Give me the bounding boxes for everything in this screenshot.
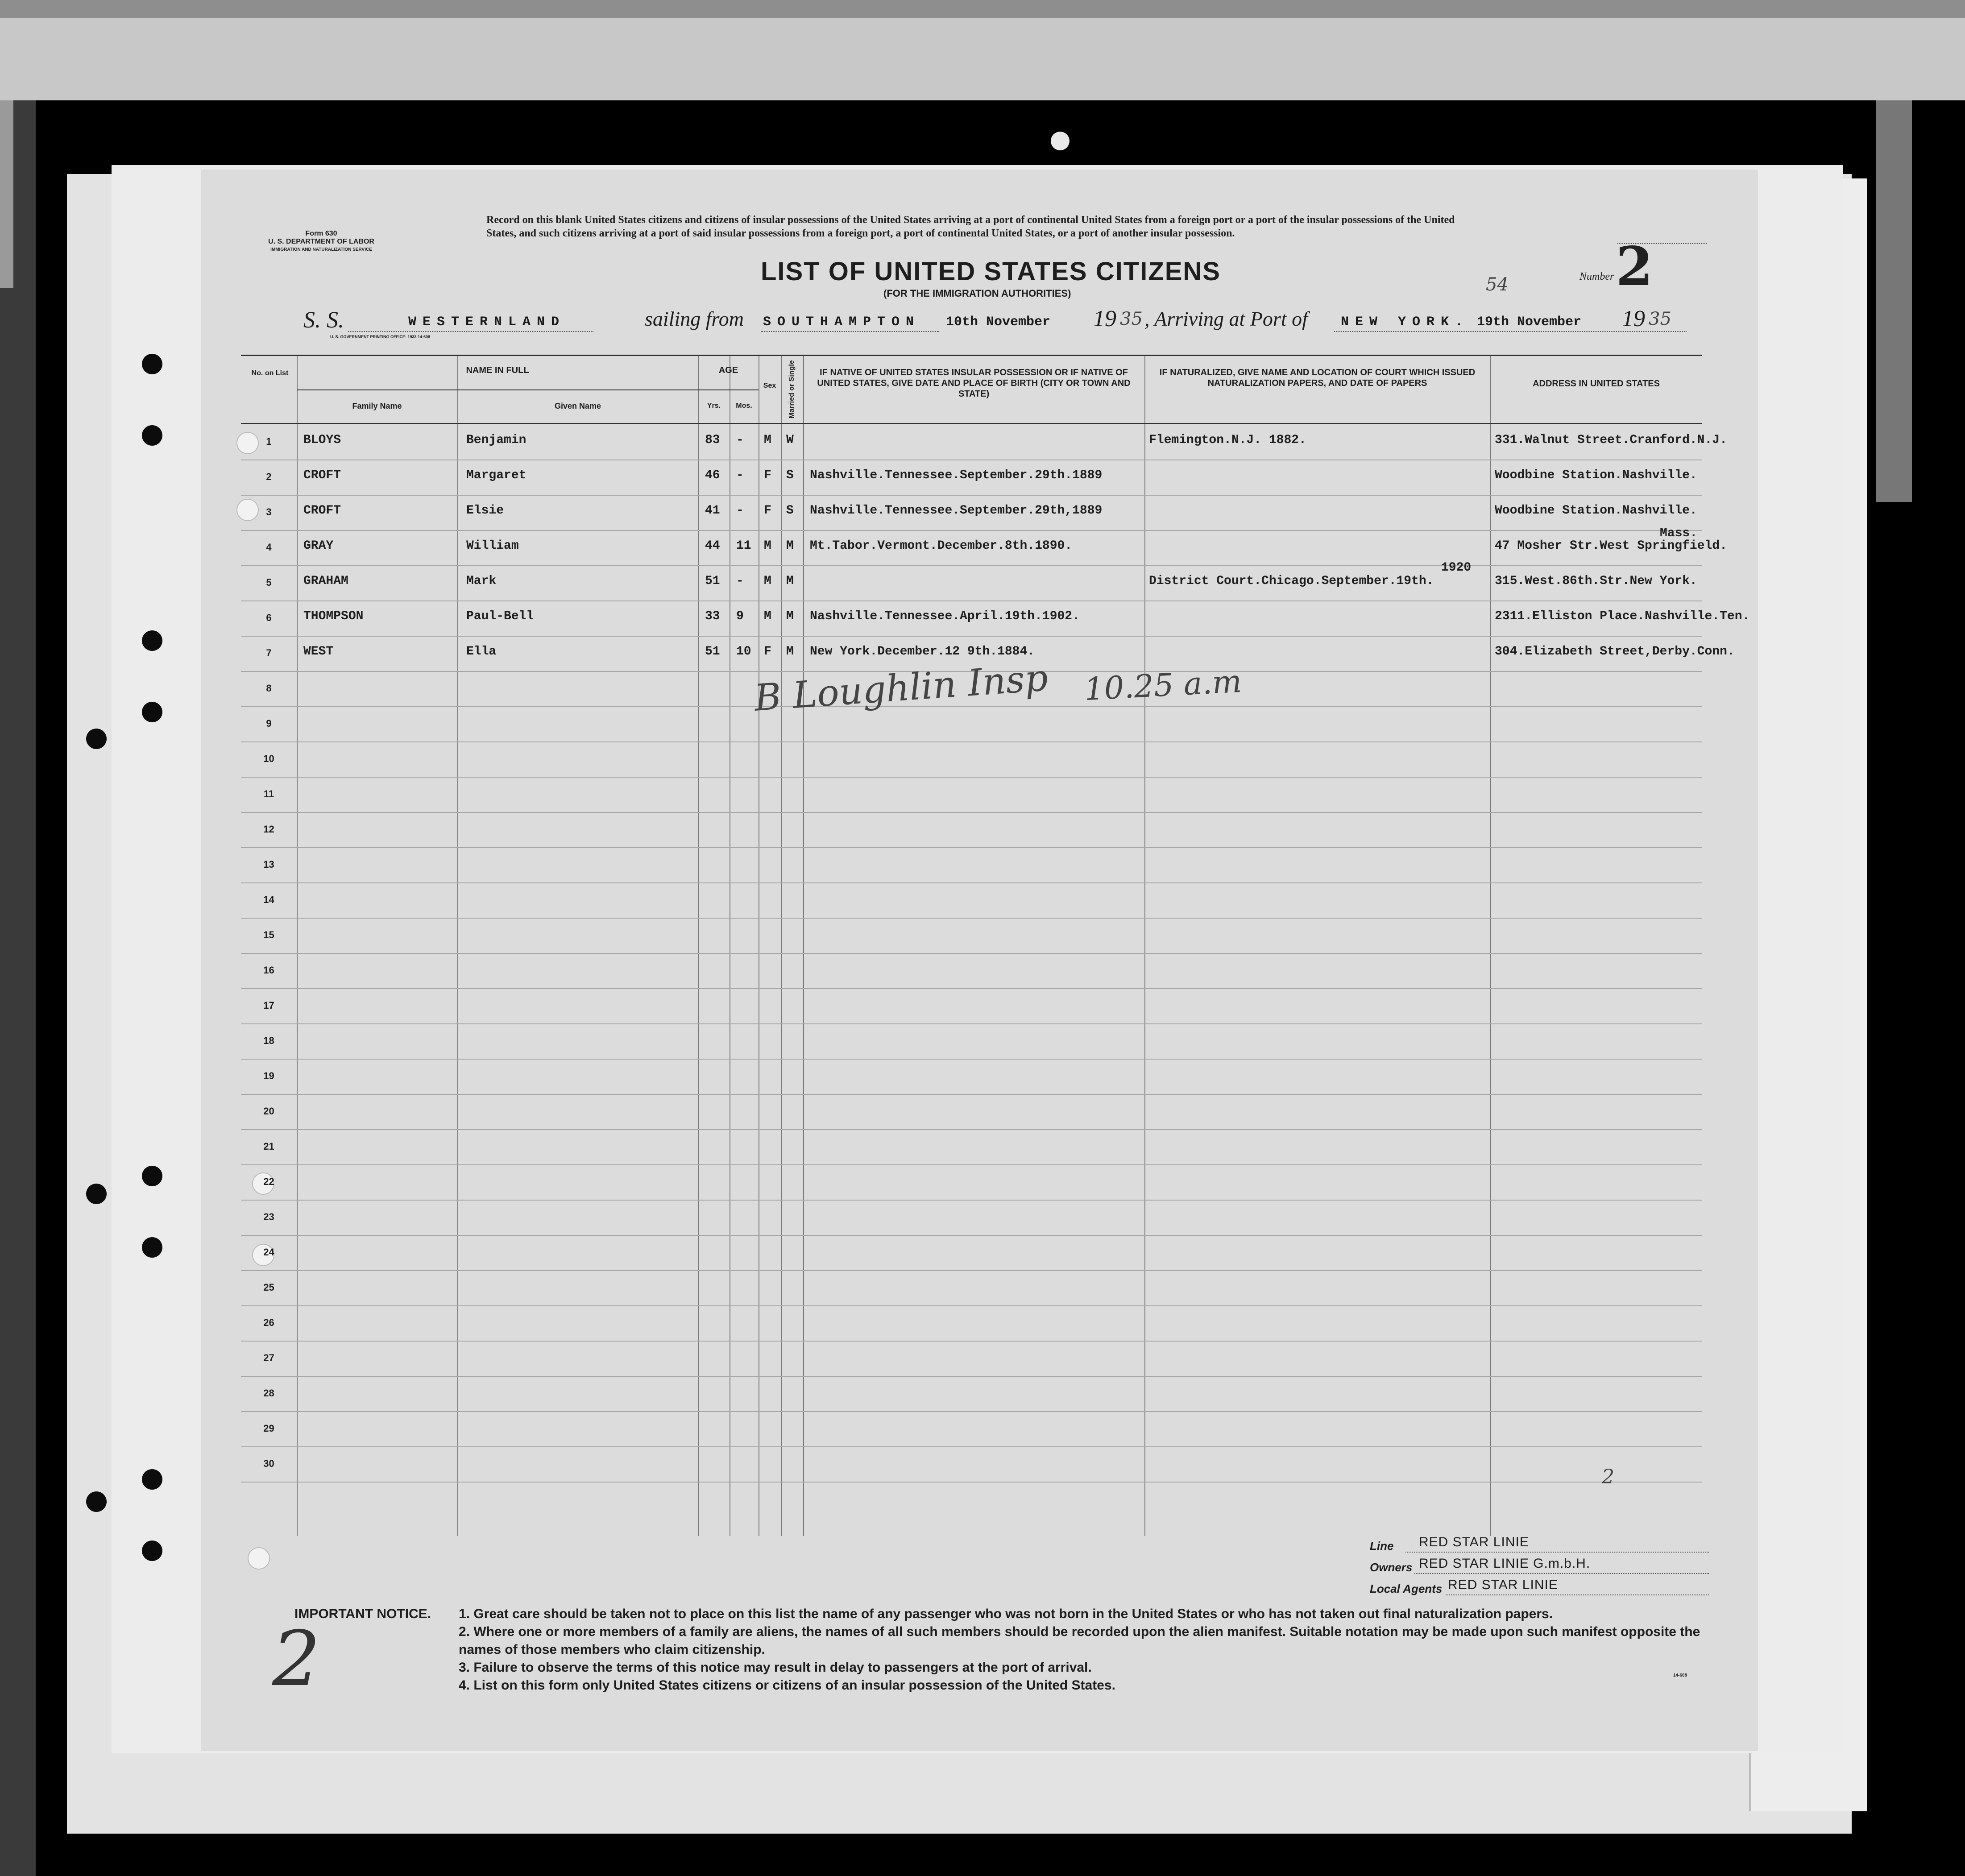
binder-hole (142, 1541, 162, 1561)
cell-marital: M (786, 574, 794, 588)
binder-hole (142, 1166, 162, 1186)
row-number: 4 (266, 542, 272, 553)
table-row (241, 1446, 1702, 1483)
cell-yrs: 33 (705, 609, 720, 623)
cell-marital: M (786, 609, 794, 623)
owners-value: RED STAR LINIE G.m.b.H. (1419, 1556, 1591, 1571)
binder-hole (86, 729, 107, 749)
cell-given: William (466, 539, 519, 553)
row-number: 16 (263, 965, 274, 976)
table-row (241, 1200, 1702, 1236)
table-row (241, 1164, 1702, 1201)
scan-left-edge (0, 100, 13, 288)
cell-birth: New York.December.12 9th.1884. (810, 645, 1035, 658)
table-row (241, 1305, 1702, 1342)
table-row (241, 882, 1702, 919)
table-row (241, 777, 1702, 813)
number-underline (1617, 243, 1707, 244)
line-underline (1405, 1552, 1709, 1553)
binder-hole (86, 1184, 107, 1204)
arrival-year-prefix: 19 (1622, 306, 1645, 331)
cell-family: GRAY (303, 539, 334, 553)
printer-note: U. S. GOVERNMENT PRINTING OFFICE: 1933 14-608 (330, 335, 431, 339)
ship-underline (348, 331, 593, 332)
binder-hole (142, 425, 162, 446)
local-agents-label: Local Agents (1370, 1582, 1443, 1595)
cell-sex: M (764, 539, 771, 553)
cell-yrs: 51 (705, 574, 720, 588)
col-header-mos: Mos. (736, 402, 752, 410)
cell-given: Ella (466, 645, 497, 658)
row-number: 27 (263, 1352, 274, 1363)
owners-label: Owners (1370, 1561, 1413, 1574)
notice-item-1: 1. Great care should be taken not to place on this list the name of any passenger who was not born in the United States or who has not taken out final naturalization papers. (459, 1607, 1553, 1621)
cell-family: CROFT (303, 468, 341, 482)
handwritten-margin-number: 2 (272, 1615, 321, 1703)
table-row (241, 706, 1702, 742)
row-number: 2 (266, 471, 272, 482)
form-id (241, 230, 402, 254)
cell-family: BLOYS (303, 433, 341, 447)
col-header-married: Married or Single (788, 360, 796, 418)
table-row (241, 600, 1750, 637)
row-number: 26 (263, 1317, 274, 1328)
table-row (241, 1059, 1702, 1095)
form-title: LIST OF UNITED STATES CITIZENS (761, 257, 1221, 286)
cell-address: 304.Elizabeth Street,Derby.Conn. (1495, 645, 1735, 658)
local-agents-underline (1446, 1594, 1709, 1595)
cell-yrs: 41 (705, 504, 720, 518)
cell-family: WEST (303, 645, 334, 658)
col-header-address: ADDRESS IN UNITED STATES (1533, 379, 1660, 389)
from-port: SOUTHAMPTON (763, 315, 920, 330)
binder-hole (142, 1469, 162, 1490)
table-row (241, 495, 1702, 531)
voyage-line (303, 307, 344, 333)
sail-year-prefix: 19 (1093, 306, 1116, 331)
cell-sex: M (764, 574, 771, 588)
form-instructions: Record on this blank United States citizens and citizens of insular possessions of the United States arriving at a port of continental United States from a foreign port or a port of the insular possessions of the United States, and such citizens arriving at a port of said insular possessions from a foreign port, a port of continental United States, or a port of another insular possession. (486, 214, 1455, 239)
cell-family: GRAHAM (303, 574, 348, 588)
table-row (241, 1023, 1702, 1060)
cell-birth: Nashville.Tennessee.April.19th.1902. (810, 609, 1080, 623)
cell-sex: F (764, 504, 771, 518)
cell-yrs: 46 (705, 468, 720, 482)
from-port-underline (761, 331, 939, 332)
row-number: 9 (266, 718, 272, 729)
manifest-table (241, 355, 1750, 1536)
col-header-given: Given Name (554, 402, 601, 410)
row-number: 17 (263, 1000, 274, 1011)
cell-mos: 11 (736, 539, 751, 553)
row-number: 23 (263, 1211, 274, 1222)
cell-family: CROFT (303, 504, 341, 518)
cell-marital: W (786, 433, 794, 447)
sail-date: 10th November (946, 315, 1051, 330)
table-row (241, 1270, 1702, 1306)
cell-family: THOMPSON (303, 609, 364, 623)
col-header-native: IF NATIVE OF UNITED STATES INSULAR POSSESSION OR IF NATIVE OF UNITED STATES, GIVE DATE AND PLACE OF BIRTH (CITY OR TOWN AND STATE) (817, 368, 1131, 399)
row-number: 19 (263, 1070, 274, 1081)
sail-year: 35 (1120, 309, 1143, 329)
row-number: 25 (263, 1282, 274, 1293)
cell-address: Woodbine Station.Nashville. (1495, 468, 1697, 482)
line-value: RED STAR LINIE (1419, 1535, 1529, 1549)
row-number: 5 (266, 577, 272, 588)
cell-birth: Nashville.Tennessee.September.29th.1889 (810, 468, 1103, 482)
table-row (241, 988, 1702, 1024)
row-number: 3 (266, 506, 272, 518)
row-number: 30 (263, 1458, 274, 1469)
row-number: 1 (266, 436, 272, 447)
header-divider (297, 389, 759, 390)
cell-sex: M (764, 433, 771, 447)
cell-yrs: 44 (705, 539, 720, 553)
cell-given: Benjamin (466, 433, 526, 447)
number-label: Number (1579, 271, 1614, 282)
col-header-age: AGE (718, 365, 738, 375)
arrival-year: 35 (1649, 309, 1671, 329)
table-row (241, 1411, 1702, 1447)
col-header-naturalized: IF NATURALIZED, GIVE NAME AND LOCATION OF COURT WHICH ISSUED NATURALIZATION PAPERS, AND DATE OF PAPERS (1159, 368, 1476, 388)
scan-left-border (0, 100, 36, 1876)
row-number: 20 (263, 1106, 274, 1117)
cell-mos: - (736, 504, 744, 518)
table-row (241, 460, 1702, 496)
cell-mos: 9 (736, 609, 744, 623)
cell-yrs: 51 (705, 645, 720, 658)
cell-naturalization-extra: 1920 (1441, 561, 1472, 575)
cell-given: Paul-Bell (466, 609, 534, 623)
notice-heading: IMPORTANT NOTICE. (294, 1607, 431, 1621)
cell-address: 2311.Elliston Place.Nashville.Ten. (1495, 609, 1750, 623)
cell-sex: F (764, 468, 771, 482)
arriving-label: , Arriving at Port of (1144, 307, 1308, 330)
cell-given: Elsie (466, 504, 504, 518)
inspector-time: 10.25 a.m (1083, 663, 1243, 708)
row-number: 28 (263, 1387, 274, 1399)
cell-birth: Nashville.Tennessee.September.29th,1889 (810, 504, 1103, 518)
table-row (241, 741, 1702, 778)
owners-underline (1414, 1573, 1709, 1574)
scan-top-strip (0, 0, 1965, 18)
cell-marital: S (786, 468, 794, 482)
cell-birth: Mt.Tabor.Vermont.December.8th.1890. (810, 539, 1073, 553)
number-value: 2 (1616, 235, 1653, 298)
form-subtitle: (FOR THE IMMIGRATION AUTHORITIES) (883, 288, 1071, 299)
col-header-family: Family Name (352, 402, 402, 410)
cell-sex: M (764, 609, 771, 623)
cell-address: 331.Walnut Street.Cranford.N.J. (1495, 433, 1727, 447)
notice-item-4: 4. List on this form only United States citizens or citizens of an insular possession of the United States. (459, 1678, 1115, 1693)
col-header-name: NAME IN FULL (466, 365, 529, 375)
table-row (241, 526, 1727, 566)
sailing-label: sailing from (645, 307, 744, 330)
row-number: 6 (266, 612, 272, 623)
cell-address-extra: Mass. (1660, 526, 1698, 540)
table-row (241, 812, 1702, 848)
table-row (241, 1341, 1702, 1377)
cell-naturalization: District Court.Chicago.September.19th. (1149, 574, 1434, 588)
table-row (241, 1129, 1702, 1165)
row-number: 18 (263, 1035, 274, 1046)
row-number: 11 (263, 788, 274, 799)
form-number: Form 630 (305, 230, 337, 237)
cell-marital: S (786, 504, 794, 518)
cell-yrs: 83 (705, 433, 720, 447)
margin-mark: 2 (1602, 1466, 1614, 1488)
table-row (241, 918, 1702, 954)
cell-marital: M (786, 539, 794, 553)
form-footer-code: 14-608 (1673, 1673, 1687, 1678)
arrival-port: NEW YORK. (1341, 315, 1470, 330)
col-header-no: No. on List (251, 369, 289, 377)
row-number: 10 (263, 753, 274, 764)
scan-right-border (1876, 100, 1912, 502)
table-row (241, 424, 1727, 460)
row-number: 12 (263, 824, 274, 835)
cell-sex: F (764, 645, 771, 658)
cell-address: 315.West.86th.Str.New York. (1495, 574, 1697, 588)
local-agents-value: RED STAR LINIE (1448, 1578, 1558, 1592)
cell-marital: M (786, 645, 794, 658)
row-number: 8 (266, 683, 272, 694)
binding-pin (1051, 132, 1070, 150)
row-number: 7 (266, 647, 272, 658)
cell-naturalization: Flemington.N.J. 1882. (1149, 433, 1306, 447)
line-label: Line (1370, 1539, 1394, 1553)
col-header-sex: Sex (763, 382, 776, 389)
form-department: U. S. DEPARTMENT OF LABOR (268, 238, 374, 245)
cell-address: Woodbine Station.Nashville. (1495, 504, 1697, 518)
binder-hole (142, 354, 162, 374)
row-number: 29 (263, 1423, 274, 1434)
cell-mos: 10 (736, 645, 751, 658)
table-row (241, 561, 1702, 601)
notice-item-2: 2. Where one or more members of a family are aliens, the names of all such members should be recorded upon the alien manifest. Suitable notation may be made upon such manifest opposite the names of those members who claim citizenship. (459, 1624, 1700, 1657)
ss-label: S. S. (303, 307, 344, 333)
cell-mos: - (736, 574, 744, 588)
arrival-date: 19th November (1477, 315, 1582, 330)
table-row (241, 847, 1702, 883)
binder-hole (142, 702, 162, 722)
table-row (241, 1376, 1702, 1412)
binder-hole (142, 630, 162, 651)
table-row (241, 953, 1702, 989)
col-header-yrs: Yrs. (707, 402, 721, 410)
table-row (241, 1235, 1702, 1271)
cell-mos: - (736, 468, 744, 482)
cell-address: 47 Mosher Str.West Springfield. (1495, 539, 1727, 553)
row-number: 21 (263, 1141, 274, 1152)
inspector-signature: B Loughlin Insp (753, 657, 1049, 720)
row-number: 15 (263, 929, 274, 940)
row-number: 22 (263, 1176, 274, 1187)
row-number: 24 (263, 1247, 274, 1258)
page-annotation: 54 (1486, 274, 1509, 295)
binder-hole (86, 1491, 107, 1512)
notice-item-3: 3. Failure to observe the terms of this notice may result in delay to passengers at the port of arrival. (459, 1660, 1092, 1675)
cell-given: Margaret (466, 468, 526, 482)
manifest-page (201, 170, 1758, 1751)
cell-mos: - (736, 433, 744, 447)
form-service: IMMIGRATION AND NATURALIZATION SERVICE (270, 247, 372, 252)
binder-hole (248, 1547, 270, 1570)
binder-hole (142, 1237, 162, 1258)
ship-name: WESTERNLAND (408, 315, 566, 330)
cell-given: Mark (466, 574, 497, 588)
row-number: 14 (263, 894, 274, 905)
arrival-underline (1334, 331, 1687, 332)
row-number: 13 (263, 859, 274, 870)
list-number (1579, 230, 1653, 298)
table-row (241, 1094, 1702, 1130)
